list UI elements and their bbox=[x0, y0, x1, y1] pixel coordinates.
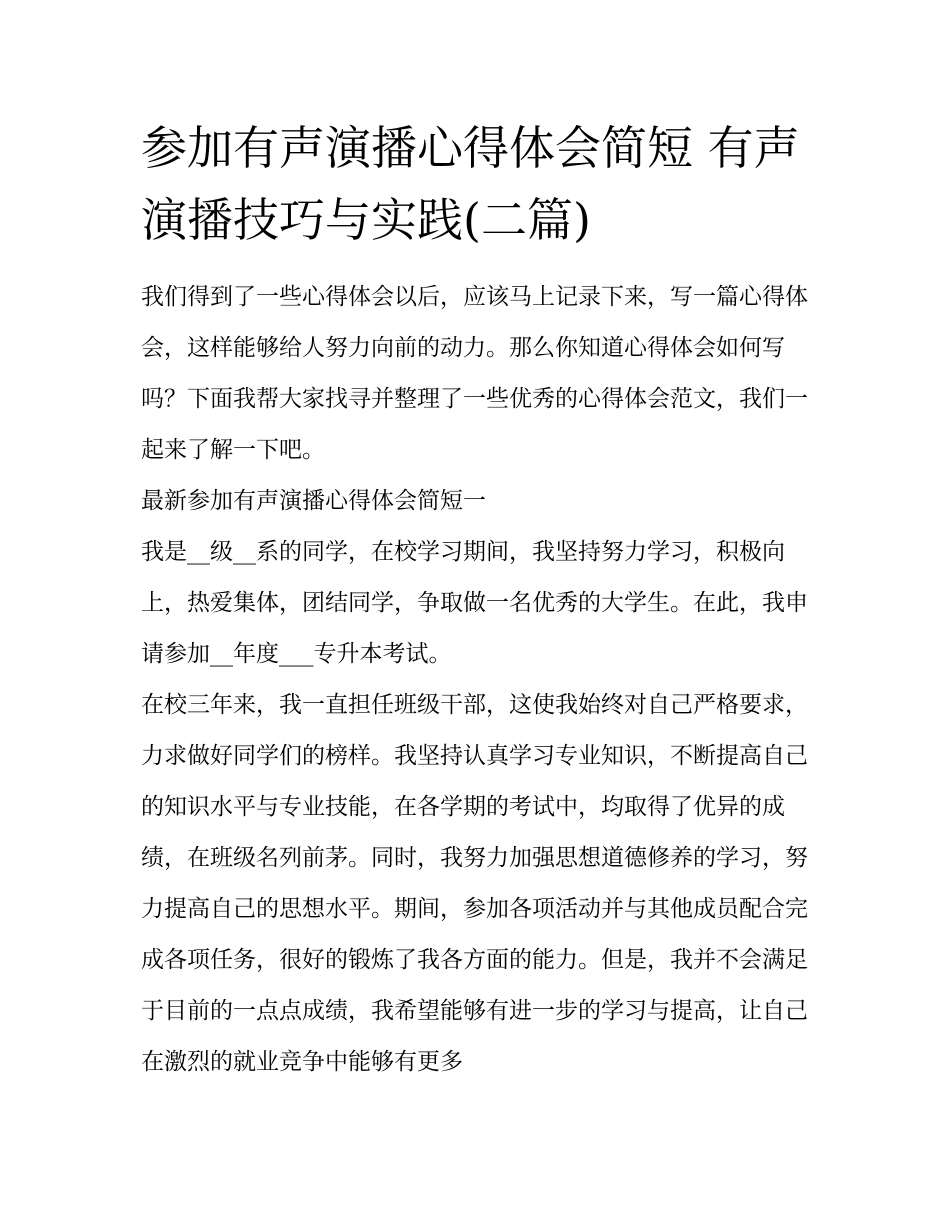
section-heading: 最新参加有声演播心得体会简短一 bbox=[141, 488, 486, 514]
body-paragraph: 我是__级__系的同学，在校学习期间，我坚持努力学习，积极向上，热爱集体，团结同学，争取做一名优秀的大学生。在此，我申请参加__年度___专升本考试。 bbox=[141, 539, 808, 667]
document-title: 参加有声演播心得体会简短 有声演播技巧与实践(二篇) bbox=[141, 121, 800, 247]
body-paragraph: 在校三年来，我一直担任班级干部，这使我始终对自己严格要求，力求做好同学们的榜样。我坚持认真学习专业知识，不断提高自己的知识水平与专业技能，在各学期的考试中，均取得了优异的成绩，在班级名列前茅。同时，我努力加强思想道德修养的学习，努力提高自己的思想水平。期间，参加各项活动并与其他成员配合完成各项任务，很好的锻炼了我各方面的能力。但是，我并不会满足于目前的一点点成绩，我希望能够有进一步的学习与提高，让自己在激烈的就业竞争中能够有更多 bbox=[141, 692, 808, 1075]
document-body bbox=[141, 112, 821, 1088]
intro-paragraph: 我们得到了一些心得体会以后，应该马上记录下来，写一篇心得体会，这样能够给人努力向前的动力。那么你知道心得体会如何写吗？下面我帮大家找寻并整理了一些优秀的心得体会范文，我们一起来了解一下吧。 bbox=[141, 284, 808, 463]
